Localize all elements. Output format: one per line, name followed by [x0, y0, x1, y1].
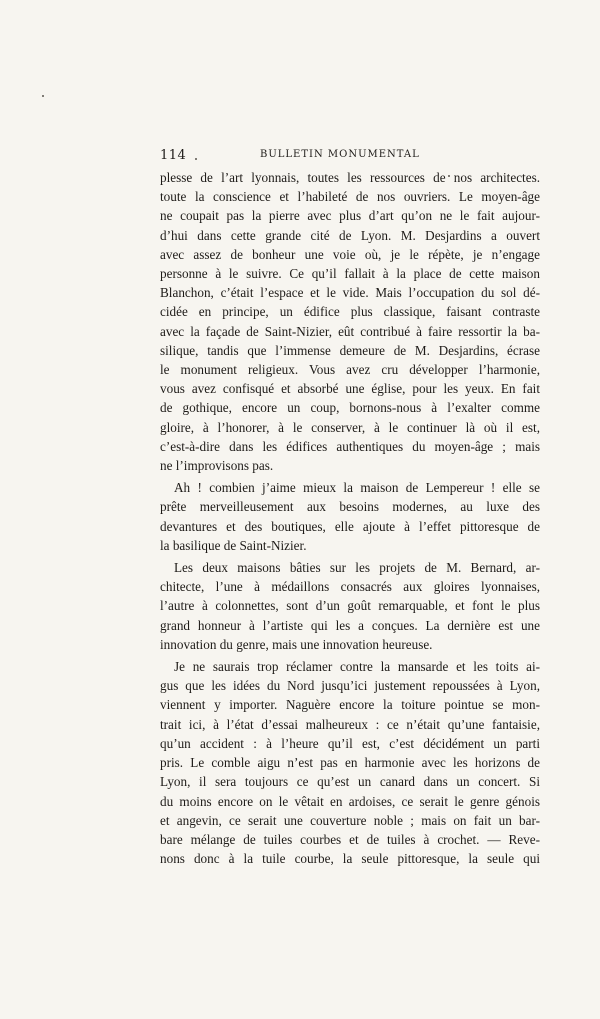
text-line: silique, tandis que l’immense demeure de M. Desjardins, écrase [160, 342, 540, 358]
text-line: gloire, à l’honorer, à le conserver, à le continuer là où il est, [160, 419, 540, 435]
text-line: gus que les idées du Nord jusqu’ici justement repoussées à Lyon, [160, 678, 540, 694]
text-line: avec la façade de Saint-Nizier, eût contribué à faire ressortir la ba- [160, 323, 540, 339]
text-line: innovation du genre, mais une innovation heureuse. [160, 636, 433, 652]
text-line: prête merveilleusement aux besoins modernes, au luxe des [160, 499, 540, 515]
paper-speck [42, 95, 44, 97]
text-line: toute la conscience et l’habileté de nos ouvriers. Le moyen-âge [160, 189, 540, 205]
text-line: de gothique, encore un coup, bornons-nous à l’exalter comme [160, 400, 540, 416]
text-line: vous avez confisqué et absorbé une église, pour les yeux. En fait [160, 381, 540, 397]
text-line: Ah ! combien j’aime mieux la maison de Lempereur ! elle se [174, 480, 540, 496]
paragraph [160, 478, 540, 555]
text-line: Les deux maisons bâties sur les projets de M. Bernard, ar- [174, 560, 540, 576]
running-title: BULLETIN MONUMENTAL [260, 149, 420, 160]
text-line: trait ici, à l’état d’essai malheureux : ce n’était qu’une fantaisie, [160, 716, 540, 732]
text-line: c’est-à-dire dans les édifices authentiques du moyen-âge ; mais [160, 438, 540, 454]
text-line: grand honneur à l’artiste qui les a conçues. La dernière est une [160, 617, 540, 633]
text-line: chitecte, l’une à médaillons consacrés aux gloires lyonnaises, [160, 579, 540, 595]
text-line: la basilique de Saint-Nizier. [160, 537, 307, 553]
paragraph [160, 558, 540, 654]
paragraph [160, 657, 540, 868]
text-line: ne l’improvisons pas. [160, 458, 274, 474]
text-line: qu’un accident : à l’heure qu’il est, c’est décidément un parti [160, 735, 540, 751]
text-line: ne coupait pas la pierre avec plus d’art qu’on ne le fait aujour- [160, 208, 540, 224]
text-line: plesse de l’art lyonnais, toutes les ressources de nos architectes. [160, 170, 540, 185]
text-line: bare mélange de tuiles courbes et de tuiles à crochet. — Reve- [160, 831, 540, 847]
text-line: Je ne saurais trop réclamer contre la mansarde et les toits ai- [174, 659, 540, 675]
text-line: l’autre à colonnettes, sont d’un goût remarquable, et font le plus [160, 598, 540, 614]
text-line: devantures et des boutiques, elle ajoute à l’effet pittoresque de [160, 518, 540, 534]
text-line: Lyon, il sera toujours ce qu’est un canard dans un concert. Si [160, 774, 540, 790]
text-line: cidée en principe, un édifice plus classique, faisant contraste [160, 304, 540, 320]
text-line: viennent y importer. Naguère encore la toiture pointue se mon- [160, 697, 540, 713]
text-line: du moins encore on le vêtait en ardoises, ce serait le genre génois [160, 793, 540, 809]
text-line: nons donc à la tuile courbe, la seule pittoresque, la seule qui [160, 851, 540, 867]
body-text [160, 168, 540, 868]
text-line: le monument religieux. Vous avez cru développer l’harmonie, [160, 362, 540, 378]
text-line: et angevin, ce serait une couverture noble ; mais on fait un bar- [160, 812, 540, 828]
text-line: pris. Le comble aigu n’est pas en harmonie avec les horizons de [160, 755, 540, 771]
paragraph [160, 168, 540, 475]
page-header [160, 148, 540, 166]
page-number: 114 [160, 148, 187, 163]
text-line: d’hui dans cette grande cité de Lyon. M. Desjardins a ouvert [160, 227, 540, 243]
text-line: personne à le suivre. Ce qu’il fallait à la place de cette maison [160, 266, 540, 282]
text-line: avec assez de bonheur une voie où, je le répète, je n’engage [160, 246, 540, 262]
text-line: Blanchon, c’était l’espace et le vide. Mais l’occupation du sol dé- [160, 285, 540, 301]
